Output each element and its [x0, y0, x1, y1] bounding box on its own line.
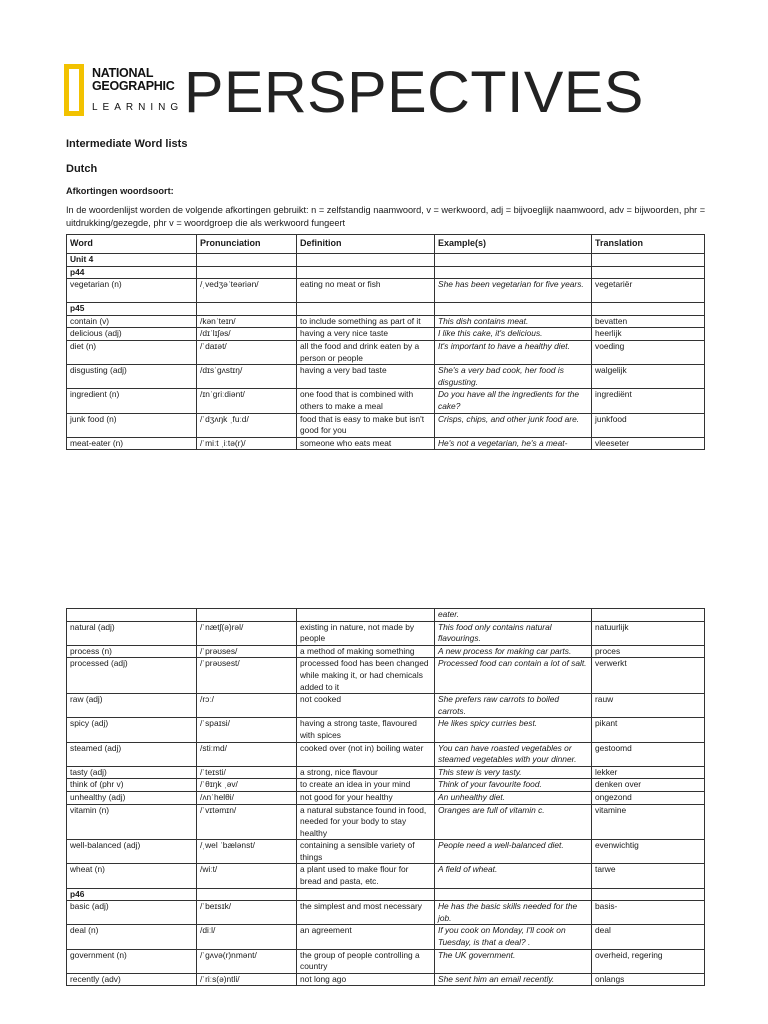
abbreviations-text: In de woordenlijst worden de volgende afkortingen gebruikt: n = zelfstandig naamwoord, v = werkwoord, adj = bijvoeglijk naamwoord, adv = bijwoorden, phr = uitdrukking/gezegde, phr v = woordgroep die als werkwoord fungeert: [66, 205, 706, 228]
table-row: deal (n) /diːl/ an agreement If you cook on Monday, I'll cook on Tuesday, is that a deal? . deal: [67, 925, 705, 949]
table-row: processed (adj) /ˈprəʊsest/ processed food has been changed while making it, or had chemicals added to it Processed food can contain a lot of salt. verwerkt: [67, 658, 705, 694]
table-row: well-balanced (adj) /ˌwel ˈbælənst/ containing a sensible variety of things People need a well-balanced diet. evenwichtig: [67, 840, 705, 864]
series-title: PERSPECTIVES: [184, 60, 644, 125]
publisher-logo: [64, 60, 644, 125]
col-definition: Definition: [297, 235, 435, 254]
table-header-row: [67, 235, 705, 254]
document-title: Intermediate Word lists: [66, 138, 188, 150]
col-pronunciation: Pronunciation: [197, 235, 297, 254]
abbreviations-heading: Afkortingen woordsoort:: [66, 186, 174, 196]
brand-learning: LEARNING: [92, 102, 184, 113]
table-row: natural (adj) /ˈnætʃ(ə)rəl/ existing in nature, not made by people This food only contains natural flavourings. natuurlijk: [67, 621, 705, 645]
table-row: diet (n) /ˈdaɪət/ all the food and drink eaten by a person or people It's important to have a healthy diet. voeding: [67, 340, 705, 364]
section-row: p44: [67, 266, 705, 279]
table-row: disgusting (adj) /dɪsˈɡʌstɪŋ/ having a very bad taste She's a very bad cook, her food is disgusting. walgelijk: [67, 365, 705, 389]
section-row: p46: [67, 888, 705, 901]
table-row: tasty (adj) /ˈteɪsti/ a strong, nice flavour This stew is very tasty. lekker: [67, 766, 705, 779]
yellow-border-icon: [64, 64, 84, 116]
word-table-page-part-1: [66, 234, 705, 468]
table-row: junk food (n) /ˈdʒʌŋk ˌfuːd/ food that is easy to make but isn't good for you Crisps, chips, and other junk food are. junkfood: [67, 413, 705, 437]
document-language: Dutch: [66, 163, 98, 175]
col-word: Word: [67, 235, 197, 254]
col-examples: Example(s): [435, 235, 592, 254]
table-row: vegetarian (n) /ˌvedʒəˈteəriən/ eating no meat or fish She has been vegetarian for five years. vegetariër: [67, 279, 705, 303]
table-row: process (n) /ˈprəʊses/ a method of making something A new process for making car parts. proces: [67, 645, 705, 658]
table-row: steamed (adj) /stiːmd/ cooked over (not in) boiling water You can have roasted vegetables or steamed vegetables with your dinner. gestoomd: [67, 742, 705, 766]
table-row: ingredient (n) /ɪnˈɡriːdiənt/ one food that is combined with others to make a meal Do you have all the ingredients for the cake? ingrediënt: [67, 389, 705, 413]
table-row: meat-eater (n) /ˈmiːt ˌiːtə(r)/ someone who eats meat He's not a vegetarian, he's a meat- vleeseter: [67, 437, 705, 450]
table-row: basic (adj) /ˈbeɪsɪk/ the simplest and most necessary He has the basic skills needed for the job. basis-: [67, 901, 705, 925]
word-table: [66, 234, 705, 450]
table-row: recently (adv) /ˈriːs(ə)ntli/ not long ago She sent him an email recently. onlangs: [67, 973, 705, 986]
table-row: eater.: [67, 609, 705, 622]
word-table-continued: [66, 608, 705, 986]
col-translation: Translation: [592, 235, 705, 254]
table-row: spicy (adj) /ˈspaɪsi/ having a strong taste, flavoured with spices He likes spicy curries best. pikant: [67, 718, 705, 742]
table-row: think of (phr v) /ˈθɪŋk ˌəv/ to create an idea in your mind Think of your favourite food. denken over: [67, 779, 705, 792]
section-row: p45: [67, 303, 705, 316]
table-row: unhealthy (adj) /ʌnˈhelθi/ not good for your healthy An unhealthy diet. ongezond: [67, 791, 705, 804]
section-row: Unit 4: [67, 254, 705, 267]
brand-geographic: GEOGRAPHIC: [92, 79, 175, 93]
table-row: raw (adj) /rɔː/ not cooked She prefers raw carrots to boiled carrots. rauw: [67, 694, 705, 718]
table-row: wheat (n) /wiːt/ a plant used to make flour for bread and pasta, etc. A field of wheat. tarwe: [67, 864, 705, 888]
brand-national: NATIONAL: [92, 66, 154, 80]
table-row: contain (v) /kənˈteɪn/ to include something as part of it This dish contains meat. bevatten: [67, 315, 705, 328]
table-row: delicious (adj) /dɪˈlɪʃəs/ having a very nice taste I like this cake, it's delicious. heerlijk: [67, 328, 705, 341]
table-row: vitamin (n) /ˈvɪtəmɪn/ a natural substance found in food, needed for your body to stay healthy Oranges are full of vitamin c. vitamine: [67, 804, 705, 840]
table-row: government (n) /ˈɡʌvə(r)nmənt/ the group of people controlling a country The UK government. overheid, regering: [67, 949, 705, 973]
